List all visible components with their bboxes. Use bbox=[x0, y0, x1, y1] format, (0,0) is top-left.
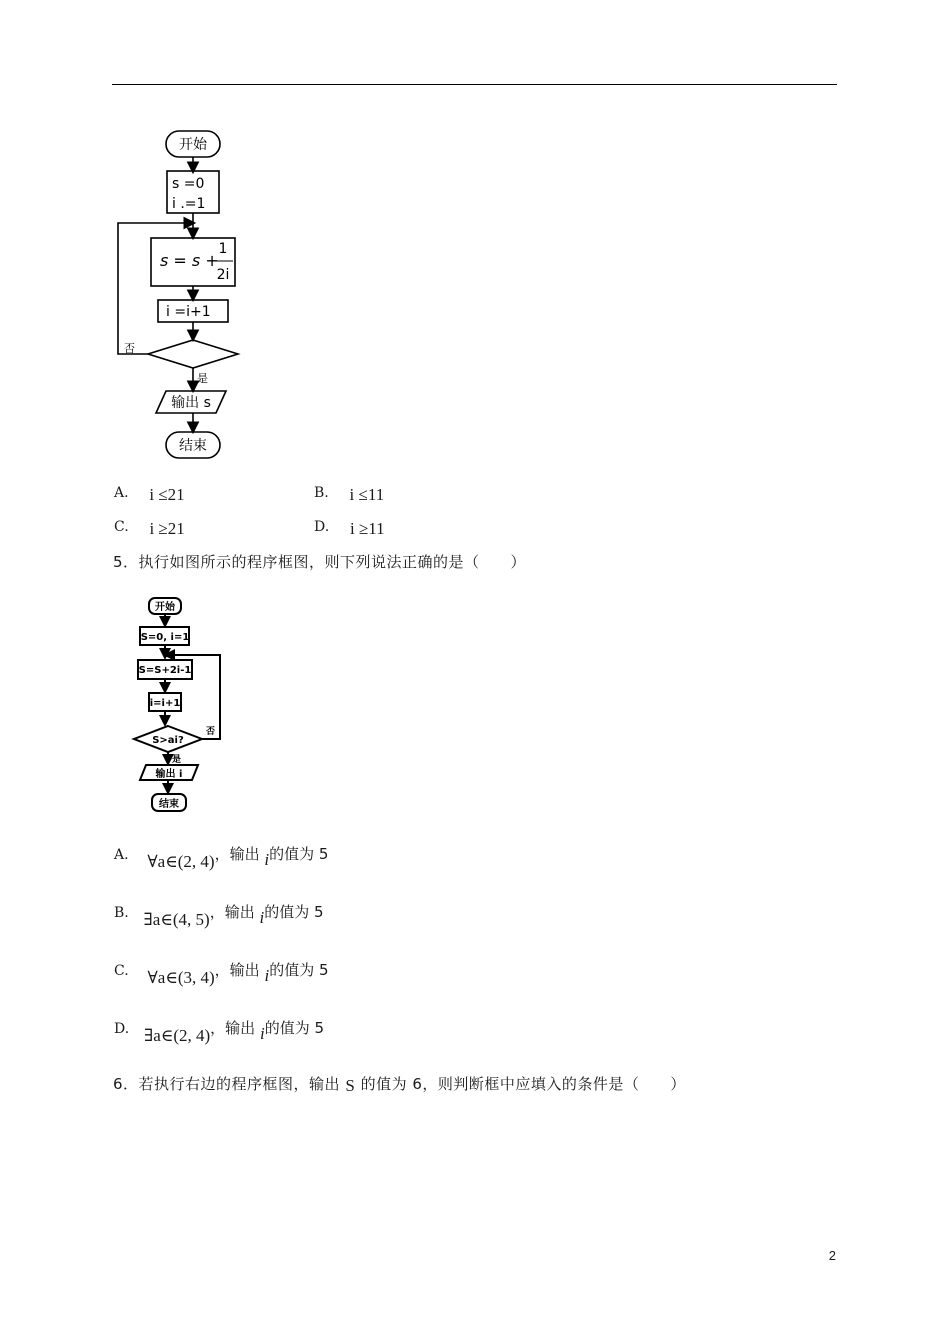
init-s-label: s =0 bbox=[172, 176, 205, 192]
init-i-label: i .=1 bbox=[172, 196, 206, 212]
q5-option-b: B. ∃a∈(4, 5)，输出 i的值为 5 bbox=[114, 903, 324, 929]
q5-option-c: C. ∀a∈(3, 4)，输出 i的值为 5 bbox=[114, 961, 329, 987]
output-label: 输出 s bbox=[171, 395, 211, 411]
condition-label-2: S>ai? bbox=[152, 735, 184, 746]
q4-option-a: A. i ≤21 bbox=[114, 485, 185, 504]
q5-option-d: D. ∃a∈(2, 4)，输出 i的值为 5 bbox=[114, 1019, 324, 1045]
q4-option-d: D. i ≥11 bbox=[314, 519, 385, 538]
start-label-2: 开始 bbox=[155, 602, 175, 613]
output-label-2: 输出 i bbox=[155, 769, 183, 780]
page-number: 2 bbox=[828, 1248, 836, 1263]
yes-label-2: 是 bbox=[172, 755, 182, 765]
header-rule bbox=[112, 84, 837, 85]
update-s-label-2: S=S+2i-1 bbox=[138, 665, 192, 676]
q5-stem: 5．执行如图所示的程序框图，则下列说法正确的是（ ） bbox=[113, 553, 527, 571]
q4-option-b: B. i ≤11 bbox=[314, 485, 385, 504]
q6-stem: 6．若执行右边的程序框图，输出 S 的值为 6，则判断框中应填入的条件是（ ） bbox=[113, 1075, 686, 1095]
update-i-label-2: i=i+1 bbox=[149, 698, 181, 709]
q4-option-c: C. i ≥21 bbox=[114, 519, 185, 538]
flowchart-2 bbox=[108, 592, 233, 820]
update-s-lhs: s = s + bbox=[160, 251, 219, 270]
yes-label: 是 bbox=[197, 372, 208, 385]
decision-diamond bbox=[148, 340, 238, 368]
update-s-num: 1 bbox=[218, 241, 228, 257]
init-label-2: S=0, i=1 bbox=[140, 632, 190, 643]
flowchart-1 bbox=[108, 125, 258, 465]
q5-option-a: A. ∀a∈(2, 4)，输出 i的值为 5 bbox=[114, 845, 329, 871]
end-label-2: 结束 bbox=[159, 799, 179, 810]
update-i-label: i =i+1 bbox=[166, 304, 211, 320]
no-label-2: 否 bbox=[206, 727, 216, 737]
end-label: 结束 bbox=[179, 438, 207, 454]
update-s-den: 2i bbox=[216, 267, 230, 283]
start-label: 开始 bbox=[179, 137, 207, 153]
no-label: 否 bbox=[124, 342, 135, 355]
